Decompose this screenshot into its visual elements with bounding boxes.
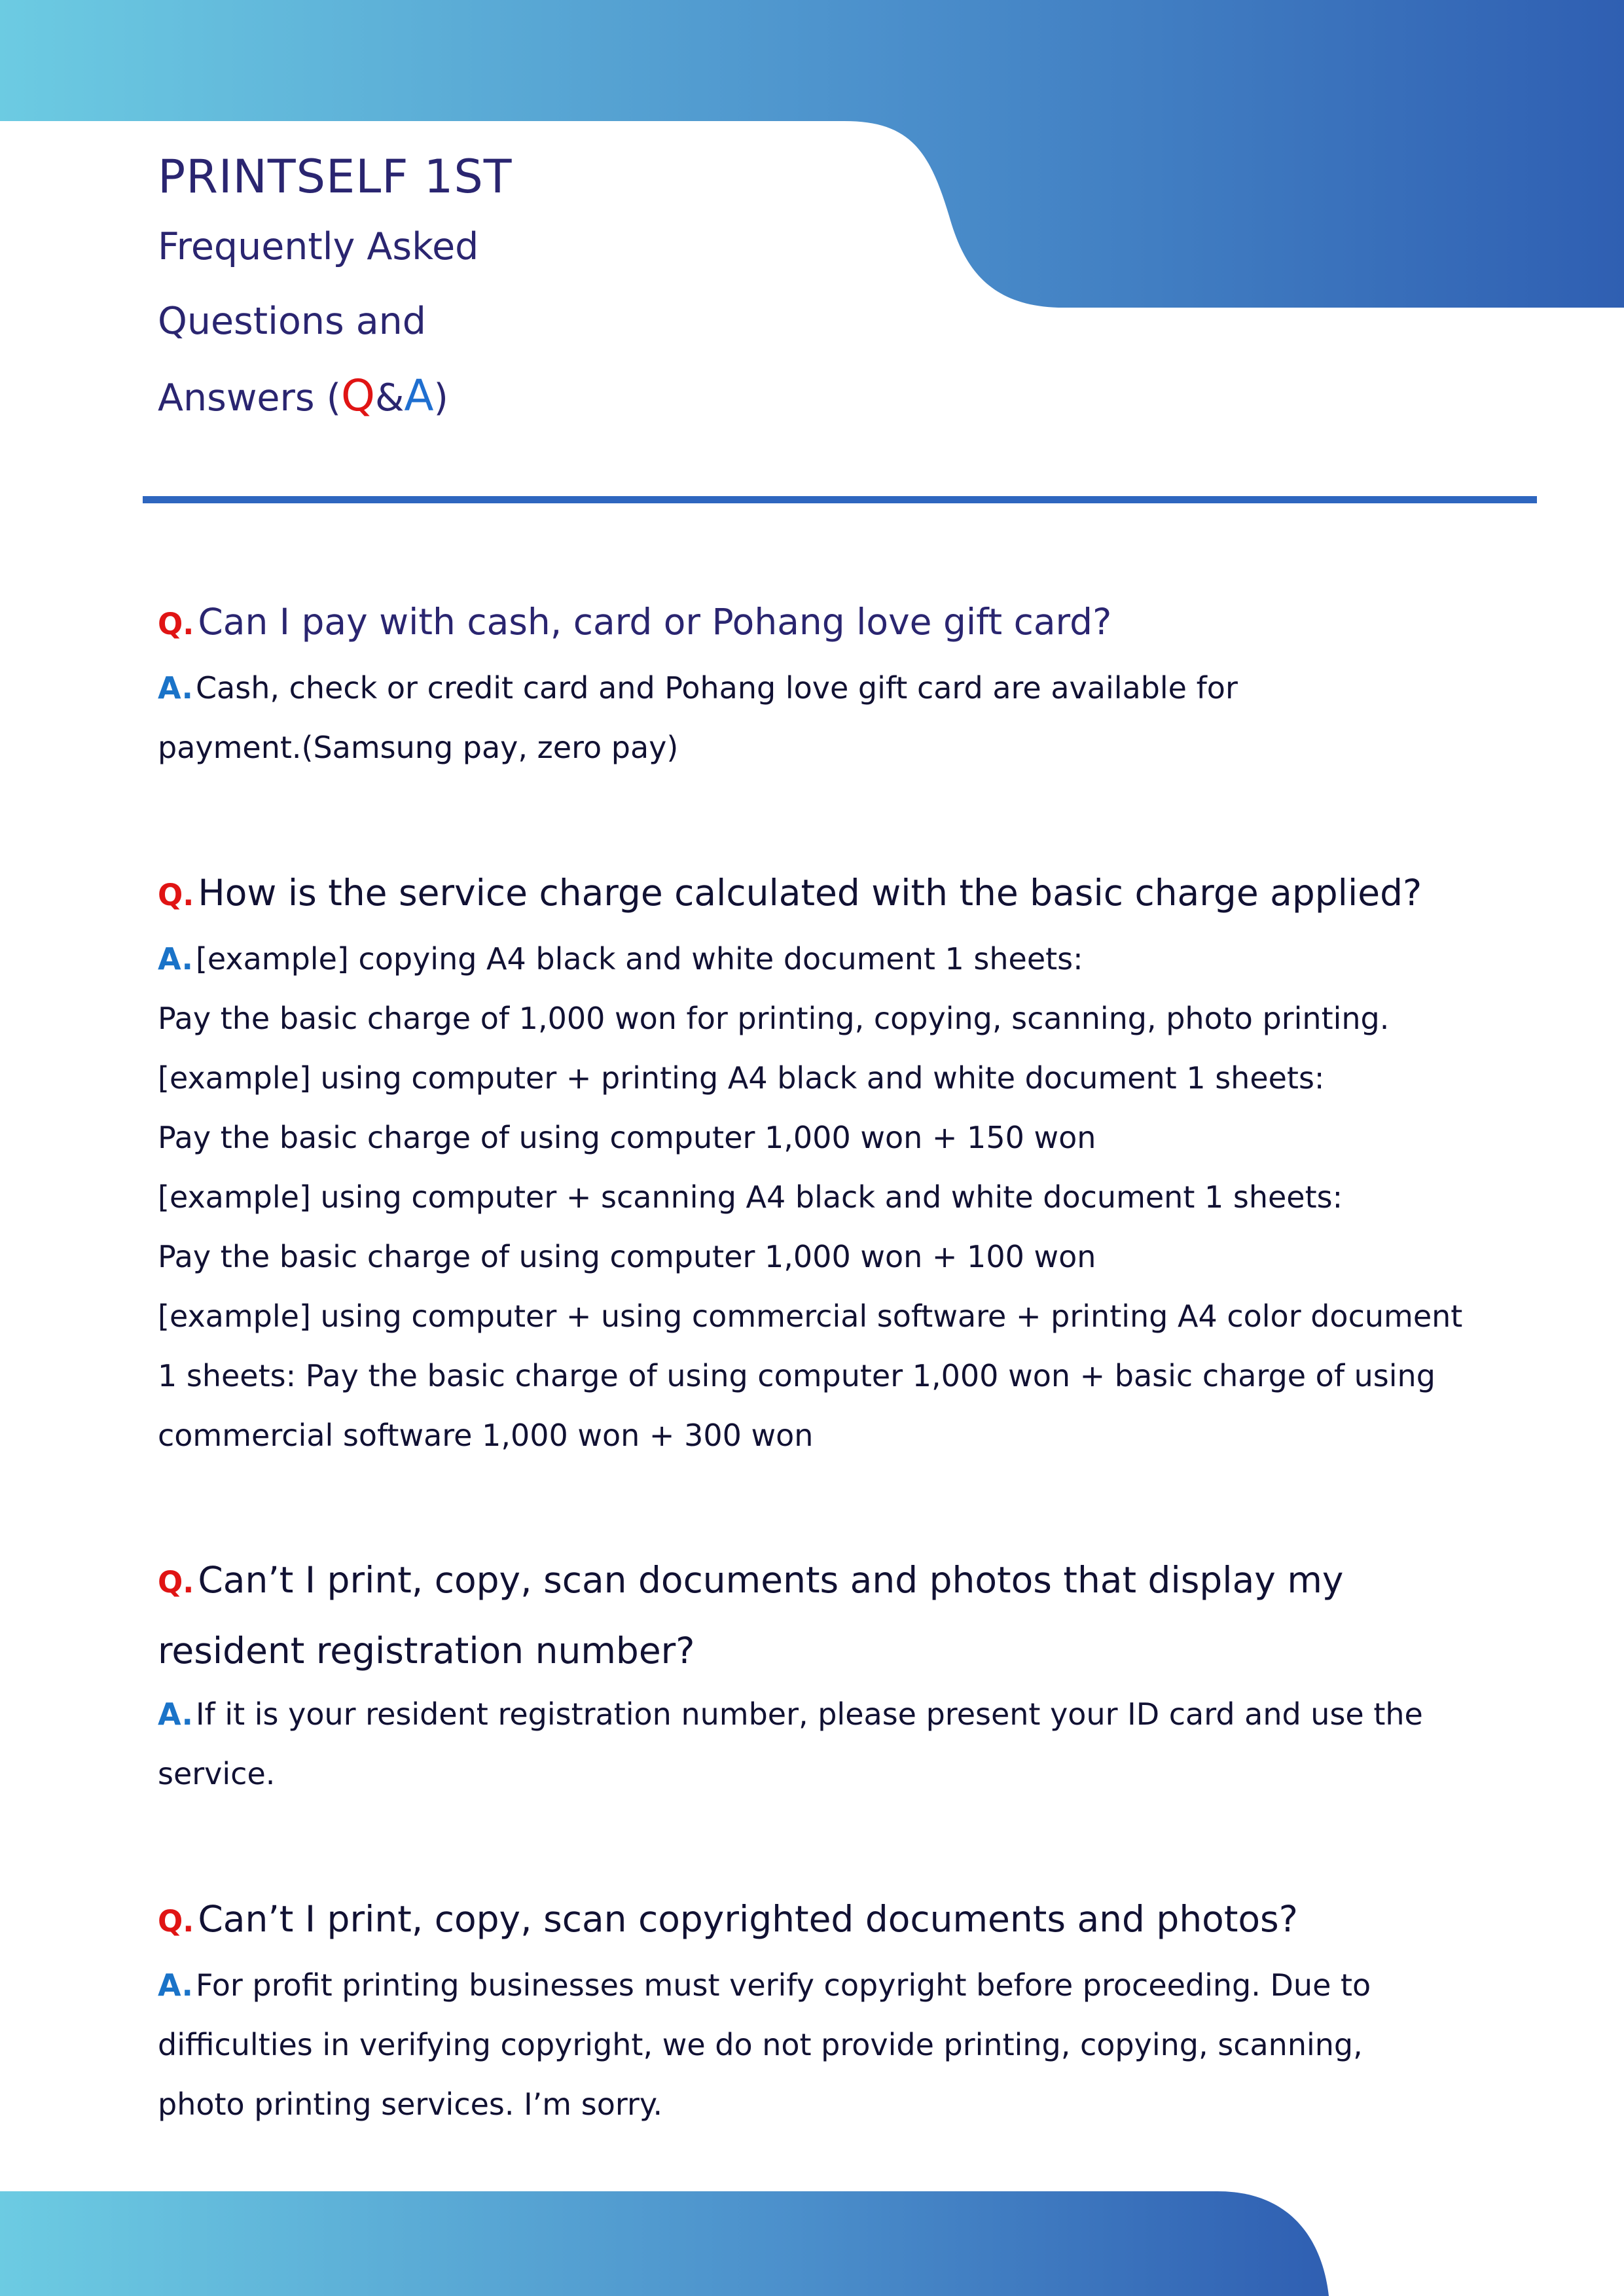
faq-answer-line: service. <box>158 1756 276 1791</box>
brand-title: PRINTSELF 1ST <box>158 150 513 204</box>
answer-label: A. <box>158 1967 193 2003</box>
faq-question: Q. Can’t I print, copy, scan documents and photos that display my <box>158 1559 1344 1601</box>
faq-answer-line: A.Cash, check or credit card and Pohang love gift card are available for <box>158 670 1238 706</box>
faq-answer-line: [example] using computer + scanning A4 black and white document 1 sheets: <box>158 1179 1343 1215</box>
question-label: Q. <box>158 878 194 912</box>
faq-item-2 <box>158 859 1559 1465</box>
faq-question: Q. How is the service charge calculated with the basic charge applied? <box>158 872 1422 914</box>
subtitle-line-1: Frequently Asked <box>158 225 479 268</box>
a-letter: A <box>404 370 434 421</box>
faq-answer-line: Pay the basic charge of 1,000 won for printing, copying, scanning, photo printing. <box>158 1001 1390 1036</box>
subtitle-line-3: Answers (Q&A) <box>158 370 448 421</box>
answer-label: A. <box>158 670 193 706</box>
answer-label: A. <box>158 1696 193 1732</box>
answer-label: A. <box>158 941 193 977</box>
faq-answer-line: photo printing services. I’m sorry. <box>158 2087 663 2122</box>
question-label: Q. <box>158 1565 194 1600</box>
faq-question: Q. Can I pay with cash, card or Pohang love gift card? <box>158 601 1112 643</box>
question-label: Q. <box>158 1904 194 1939</box>
faq-item-4 <box>158 1885 1559 2134</box>
faq-answer-line: [example] using computer + using commercial software + printing A4 color document <box>158 1299 1463 1334</box>
question-label: Q. <box>158 607 194 641</box>
subtitle-line-2: Questions and <box>158 300 426 343</box>
q-letter: Q <box>341 370 375 421</box>
faq-answer-line: A.If it is your resident registration number, please present your ID card and use the <box>158 1696 1423 1732</box>
faq-answer-line: 1 sheets: Pay the basic charge of using computer 1,000 won + basic charge of using <box>158 1358 1435 1393</box>
faq-answer-line: commercial software 1,000 won + 300 won <box>158 1418 814 1453</box>
header-divider <box>143 496 1537 503</box>
faq-item-3 <box>158 1546 1559 1804</box>
faq-answer-line: A.[example] copying A4 black and white document 1 sheets: <box>158 941 1083 977</box>
document-header <box>158 144 911 435</box>
faq-answer-line: A.For profit printing businesses must verify copyright before proceeding. Due to <box>158 1967 1371 2003</box>
faq-answer-line: [example] using computer + printing A4 black and white document 1 sheets: <box>158 1060 1325 1096</box>
bottom-banner-shape <box>0 2191 1329 2296</box>
faq-answer-line: difficulties in verifying copyright, we do not provide printing, copying, scanning, <box>158 2027 1363 2062</box>
faq-item-1 <box>158 588 1559 778</box>
faq-answer-line: Pay the basic charge of using computer 1,000 won + 100 won <box>158 1239 1096 1274</box>
faq-question: Q. Can’t I print, copy, scan copyrighted documents and photos? <box>158 1898 1298 1940</box>
faq-question-continued: resident registration number? <box>158 1630 695 1672</box>
faq-answer-line: payment.(Samsung pay, zero pay) <box>158 730 679 765</box>
faq-answer-line: Pay the basic charge of using computer 1,000 won + 150 won <box>158 1120 1096 1155</box>
